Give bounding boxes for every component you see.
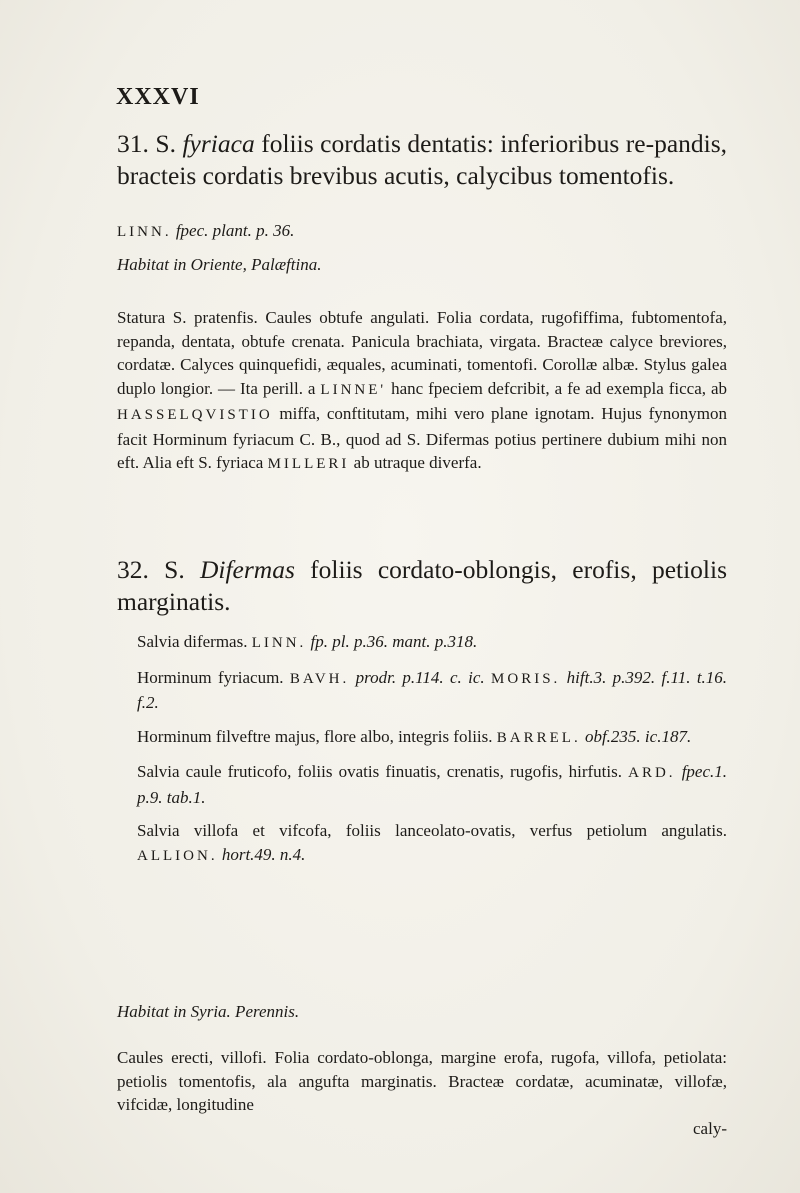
synonym-text: Horminum filveftre majus, flore albo, integris foliis. — [137, 726, 493, 746]
synonym-entry — [117, 630, 727, 656]
catchword — [117, 1117, 727, 1141]
genus-abbrev: S. — [164, 555, 185, 584]
page-number: XXXVI — [116, 84, 200, 110]
synonym-text: Salvia difermas. — [137, 632, 248, 651]
synonym-author: ALLION. — [137, 847, 218, 864]
synonym-text: Horminum fyriacum. — [137, 667, 284, 687]
habitat-text: Habitat in Oriente, Palæftina. — [117, 255, 322, 274]
ref-author: LINN. — [117, 224, 172, 240]
synonym-citation: fpec.1. p.9. tab.1. — [137, 762, 728, 807]
synonym-text: Salvia villofa et vifcofa, foliis lanceolato-ovatis, verfus petiolum angulatis. — [137, 821, 727, 840]
species-31-description — [117, 306, 727, 477]
species-31-reference — [117, 219, 727, 245]
description-part: Statura S. pratenfis. Caules obtufe angulati. Folia cordata, rugofiffima, fubtomentofa, repanda, dentata, obtufe crenata. Panicula brachiata, virgata. Bracteæ calyce breviores, cordatæ. Calyces quinquefidi, æquales, acuminati, tomentofi. Corollæ albæ. Stylus galea duplo longior. — Ita perill. a — [117, 308, 727, 398]
species-32-number: 32. — [117, 555, 149, 584]
species-32-heading — [117, 554, 727, 618]
synonym-entry — [117, 760, 727, 809]
species-31-diagnosis: foliis cordatis dentatis: inferioribus re-pandis, bracteis cordatis brevibus acutis, calycibus tomentofis. — [117, 129, 728, 190]
species-32-diagnosis: foliis cordato-oblongis, erofis, petiolis marginatis. — [117, 555, 728, 616]
ref-citation: fpec. plant. p. 36. — [175, 221, 295, 240]
author-linne: LINNE' — [320, 381, 387, 398]
description-part: miffa, conftitutam, mihi vero plane ignotam. Hujus fynonymon facit Horminum fyriacum C. B., quod ad S. Difermas potius pertinere dubium mihi non eft. Alia eft S. fyriaca — [117, 404, 728, 472]
genus-abbrev: S. — [155, 129, 176, 158]
habitat-text: Habitat in Syria. Perennis. — [117, 1002, 300, 1021]
synonym-entry — [117, 666, 727, 715]
synonym-author: BAVH. — [289, 670, 350, 687]
synonym-citation: hift.3. p.392. f.11. t.16. f.2. — [137, 667, 728, 712]
synonym-author: MORIS. — [491, 670, 561, 687]
species-32-description — [117, 1046, 727, 1140]
synonym-text: Salvia caule fruticofo, foliis ovatis finuatis, crenatis, rugofis, hirfutis. — [137, 762, 622, 781]
synonym-entry — [117, 725, 727, 751]
species-31-habitat — [117, 253, 727, 277]
synonym-author: LINN. — [251, 635, 307, 651]
synonym-entry — [117, 819, 727, 868]
species-32-name: Difermas — [199, 555, 295, 584]
species-32-habitat — [117, 1000, 727, 1024]
synonym-author: ARD. — [628, 765, 676, 781]
species-31-number: 31. — [117, 129, 149, 158]
catchword-text: caly- — [693, 1118, 727, 1138]
species-31-name: fyriaca — [182, 129, 255, 158]
description-part: hanc fpeciem defcribit, a fe ad exempla ficca, ab — [391, 378, 727, 398]
species-32-synonyms — [117, 630, 727, 878]
species-31-heading — [117, 128, 727, 192]
synonym-author: BARREL. — [496, 729, 581, 746]
description-part: ab utraque diverfa. — [353, 453, 482, 472]
synonym-citation: obf.235. ic.187. — [584, 726, 692, 746]
author-hasselqvist: HASSELQVISTIO — [117, 407, 273, 423]
description-text: Caules erecti, villofi. Folia cordato-oblonga, margine erofa, rugofa, villofa, petiolata: petiolis tomentofis, ala angufta marginatis. Bracteæ cordatæ, acuminatæ, villofæ, vifcidæ, longitudine — [117, 1048, 727, 1114]
synonym-citation: prodr. p.114. c. ic. — [355, 667, 485, 687]
synonym-citation: fp. pl. p.36. mant. p.318. — [310, 632, 478, 651]
synonym-citation: hort.49. n.4. — [221, 844, 306, 864]
author-miller: MILLERI — [267, 456, 350, 472]
